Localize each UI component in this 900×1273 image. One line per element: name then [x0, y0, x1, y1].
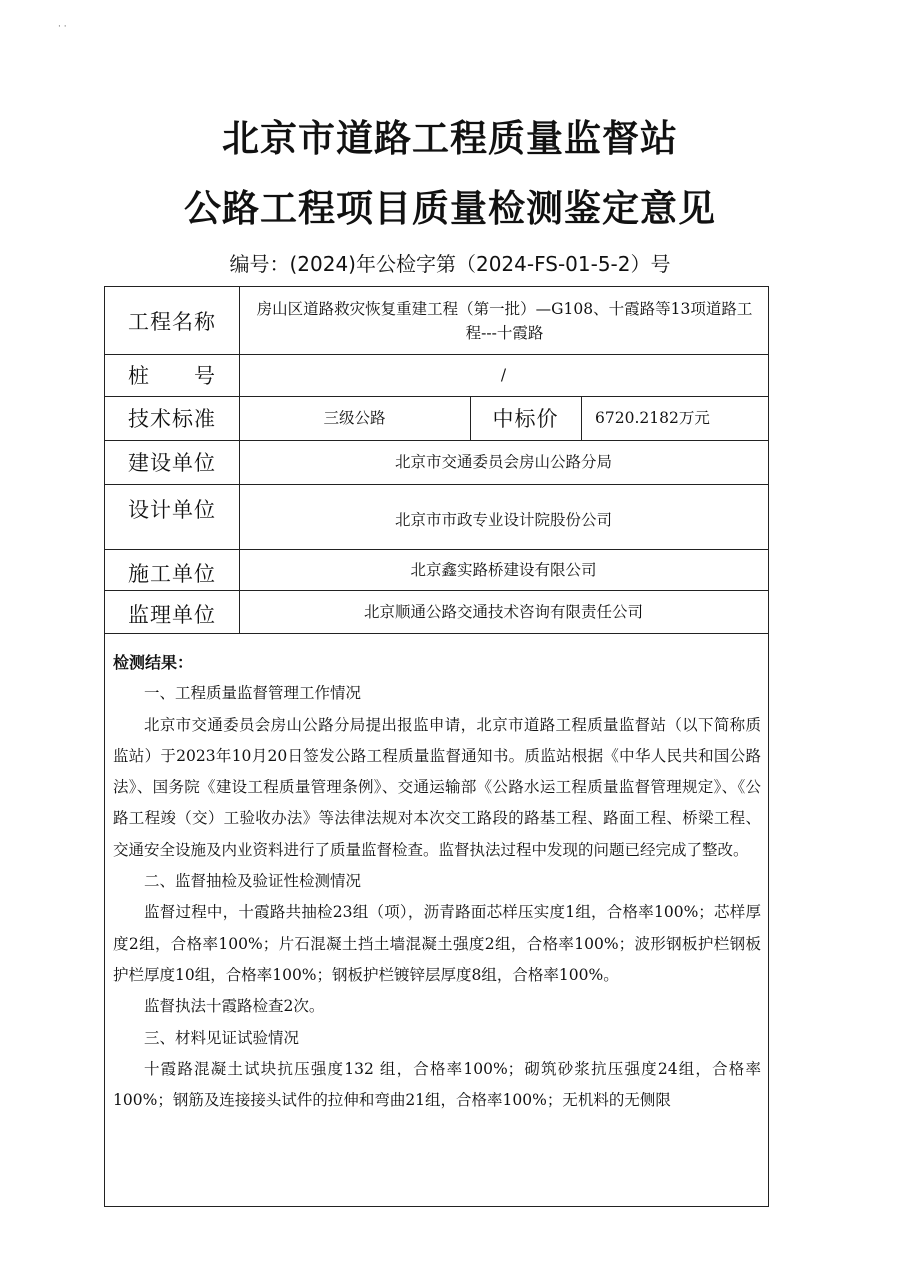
results-heading: 检测结果： [113, 653, 194, 672]
section-3-title: 三、材料见证试验情况 [144, 1028, 300, 1047]
designer-label: 设计单位 [128, 498, 216, 522]
contractor-label: 施工单位 [128, 562, 216, 586]
stake-value: / [500, 366, 507, 384]
project-name-label: 工程名称 [128, 309, 216, 334]
supervisor-value: 北京顺通公路交通技术咨询有限责任公司 [363, 602, 643, 621]
contractor-value: 北京鑫实路桥建设有限公司 [410, 560, 597, 579]
section-2-note: 监督执法十霞路检查2次。 [144, 997, 325, 1016]
bid-price-value: 6720.2182万元 [595, 409, 710, 427]
document-title: 公路工程项目质量检测鉴定意见 [184, 187, 716, 230]
org-title: 北京市道路工程质量监督站 [222, 117, 678, 160]
project-name-value: 房山区道路救灾恢复重建工程（第一批）—G108、十霞路等13项道路工程---十霞路 [256, 299, 753, 342]
document-number: 编号：(2024)年公检字第（2024-FS-01-5-2）号 [229, 252, 671, 276]
section-3-text: 十霞路混凝土试块抗压强度132 组，合格率100%；砌筑砂浆抗压强度24组，合格率100%；钢筋及连接接头试件的拉伸和弯曲21组，合格率100%；无机料的无侧限 [113, 1059, 761, 1110]
builder-label: 建设单位 [128, 451, 216, 475]
inspection-results [113, 647, 761, 1116]
section-2-text: 监督过程中，十霞路共抽检23组（项），沥青路面芯样压实度1组，合格率100%；芯样厚度2组，合格率100%；片石混凝土挡土墙混凝土强度2组，合格率100%；波形钢板护栏钢板护栏厚度10组，合格率100%；钢板护栏镀锌层厚度8组，合格率100%。 [113, 903, 761, 984]
section-1-text: 北京市交通委员会房山公路分局提出报监申请，北京市道路工程质量监督站（以下简称质监站）于2023年10月20日签发公路工程质量监督通知书。质监站根据《中华人民共和国公路法》、国务院《建设工程质量管理条例》、交通运输部《公路水运工程质量监督管理规定》、《公路工程竣（交）工验收办法》等法律法规对本次交工路段的路基工程、路面工程、桥梁工程、交通安全设施及内业资料进行了质量监督检查。监督执法过程中发现的问题已经完成了整改。 [113, 715, 761, 859]
designer-value: 北京市市政专业设计院股份公司 [394, 510, 612, 529]
builder-value: 北京市交通委员会房山公路分局 [394, 453, 612, 471]
supervisor-label: 监理单位 [128, 602, 216, 627]
bid-price-label: 中标价 [492, 407, 559, 431]
tech-standard-label: 技术标准 [128, 407, 216, 431]
tech-standard-value: 三级公路 [323, 409, 386, 427]
section-2-title: 二、监督抽检及验证性检测情况 [144, 872, 362, 891]
scan-speck: · · [58, 22, 67, 32]
stake-label: 桩 号 [128, 364, 216, 388]
inspection-form-table [104, 286, 769, 1207]
section-1-title: 一、工程质量监督管理工作情况 [144, 684, 362, 703]
